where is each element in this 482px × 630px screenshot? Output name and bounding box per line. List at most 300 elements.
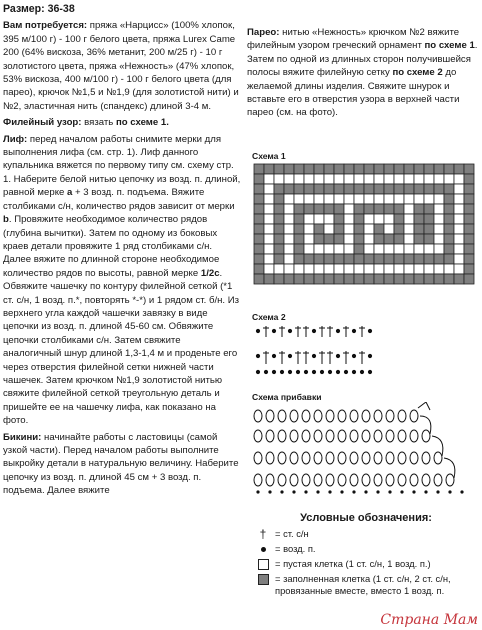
empty-cell: [374, 194, 384, 204]
filled-cell: [304, 254, 314, 264]
filled-cell: [304, 204, 314, 214]
filled-cell: [434, 184, 444, 194]
materials-text: пряжа «Нарцисс» (100% хлопок, 395 м/100 г) - 100 г белого цвета, пряжа Lurex Came 200 (64% вискоза, 36% метанит, 200 м/25 г) - 10 г золотистого цвета, пряжа «Нежность» (47% хлопок, 53% вискоза, 400 м/100 г) - 100 г белого цвета (для парео), крючок №1,5 и №1,9 (для золотистой нити) и №2, эластичная нить (спандекс) длиной 3-4 м.: [3, 20, 239, 112]
filled-cell: [414, 254, 424, 264]
empty-cell: [454, 264, 464, 274]
empty-cell: [264, 184, 274, 194]
filled-cell: [464, 264, 474, 274]
empty-cell: [364, 214, 374, 224]
filled-cell: [274, 244, 284, 254]
empty-cell: [264, 174, 274, 184]
legend-text: = заполненная клетка (1 ст. с/н, 2 ст. с/н, провязанные вместе, вместо 1 возд. п.: [275, 573, 451, 596]
pareo-text-2: . Затем по одной из длинных сторон получившейся полосы вяжите филейную сетку: [247, 40, 478, 79]
filled-cell-icon: [255, 573, 271, 585]
filled-cell: [254, 254, 264, 264]
filled-cell: [444, 184, 454, 194]
filled-cell: [464, 244, 474, 254]
empty-cell: [364, 224, 374, 234]
filled-cell: [254, 174, 264, 184]
empty-cell: [454, 254, 464, 264]
empty-cell: [384, 174, 394, 184]
filled-cell: [414, 164, 424, 174]
empty-cell: [284, 234, 294, 244]
filled-cell: [464, 174, 474, 184]
filled-cell: [414, 204, 424, 214]
filled-cell: [434, 164, 444, 174]
filled-cell: [344, 184, 354, 194]
filled-cell: [274, 204, 284, 214]
filled-cell: [284, 164, 294, 174]
empty-cell: [344, 174, 354, 184]
empty-cell: [324, 264, 334, 274]
empty-cell: [414, 264, 424, 274]
filled-cell: [314, 164, 324, 174]
increase-loops-row-2: [254, 430, 430, 442]
empty-cell: [394, 264, 404, 274]
bodice-text-2: + 3 возд. п. подъема. Вяжите столбиками с/н, количество рядов зависит от мерки: [3, 187, 235, 212]
filled-cell: [394, 224, 404, 234]
empty-cell: [384, 214, 394, 224]
filled-cell: [384, 274, 394, 284]
empty-cell: [284, 224, 294, 234]
empty-cell: [454, 174, 464, 184]
filled-cell: [374, 254, 384, 264]
empty-cell: [364, 244, 374, 254]
filled-cell: [354, 234, 364, 244]
scheme2-title: Схема 2: [252, 312, 286, 322]
scheme2-row-bottom: [256, 351, 371, 364]
filled-cell: [334, 204, 344, 214]
filled-cell: [444, 234, 454, 244]
filled-cell: [374, 224, 384, 234]
increase-loops-row-3: [254, 452, 442, 464]
empty-cell: [284, 204, 294, 214]
filled-cell: [444, 214, 454, 224]
filled-cell: [444, 224, 454, 234]
bikini-paragraph: [3, 431, 241, 498]
empty-cell: [404, 224, 414, 234]
filled-cell: [334, 234, 344, 244]
materials-paragraph: [3, 19, 241, 113]
right-column: [247, 26, 479, 123]
empty-cell: [264, 234, 274, 244]
empty-cell: [364, 174, 374, 184]
empty-cell: [414, 244, 424, 254]
filled-cell: [284, 184, 294, 194]
filled-cell: [404, 254, 414, 264]
filled-cell: [464, 194, 474, 204]
filled-cell: [254, 164, 264, 174]
filled-cell: [444, 274, 454, 284]
empty-cell: [444, 174, 454, 184]
legend: [255, 512, 477, 600]
empty-cell: [424, 264, 434, 274]
filled-cell: [274, 234, 284, 244]
legend-text: = возд. п.: [275, 543, 316, 554]
legend-item-chain: [255, 543, 477, 555]
empty-cell: [304, 264, 314, 274]
empty-cell: [424, 244, 434, 254]
empty-cell: [324, 224, 334, 234]
legend-text: = пустая клетка (1 ст. с/н, 1 возд. п.): [275, 558, 431, 569]
bodice-paragraph: [3, 133, 241, 428]
empty-cell: [374, 244, 384, 254]
filled-cell: [394, 254, 404, 264]
filled-cell: [394, 184, 404, 194]
empty-cell: [284, 264, 294, 274]
scheme1-title: Схема 1: [252, 151, 286, 161]
empty-cell: [384, 194, 394, 204]
scheme2-row-top: [256, 326, 371, 337]
empty-cell: [364, 264, 374, 274]
empty-cell: [304, 244, 314, 254]
filled-cell: [404, 184, 414, 194]
filled-cell: [434, 254, 444, 264]
pareo-paragraph: [247, 26, 479, 120]
filled-cell: [354, 164, 364, 174]
pareo-bold-1: по схеме 1: [424, 40, 475, 52]
filled-cell: [324, 274, 334, 284]
filled-cell: [354, 274, 364, 284]
empty-cell: [454, 204, 464, 214]
filled-cell: [304, 164, 314, 174]
empty-cell: [384, 264, 394, 274]
filled-cell: [274, 274, 284, 284]
empty-cell: [334, 264, 344, 274]
empty-cell: [264, 214, 274, 224]
filled-cell: [394, 164, 404, 174]
legend-text: = ст. с/н: [275, 528, 309, 539]
legend-item-empty-cell: [255, 558, 477, 570]
filled-cell: [314, 184, 324, 194]
empty-cell: [314, 174, 324, 184]
filled-cell: [274, 214, 284, 224]
filled-cell: [414, 274, 424, 284]
empty-cell: [394, 244, 404, 254]
increase-scheme-diagram: [250, 402, 478, 498]
filled-cell: [424, 274, 434, 284]
filled-cell: [454, 164, 464, 174]
empty-cell: [384, 244, 394, 254]
filled-cell: [394, 214, 404, 224]
legend-item-double-crochet: [255, 528, 477, 540]
empty-cell: [304, 174, 314, 184]
empty-cell: [314, 194, 324, 204]
empty-cell: [314, 264, 324, 274]
empty-cell: [404, 244, 414, 254]
filled-cell: [254, 214, 264, 224]
filled-cell: [384, 234, 394, 244]
empty-cell-icon: [255, 558, 271, 570]
empty-cell: [364, 194, 374, 204]
filled-cell: [294, 244, 304, 254]
filled-cell: [424, 234, 434, 244]
filled-cell: [464, 184, 474, 194]
empty-cell: [344, 224, 354, 234]
empty-cell: [264, 244, 274, 254]
filled-cell: [354, 204, 364, 214]
size-heading: Размер: 36-38: [3, 3, 75, 15]
empty-cell: [294, 264, 304, 274]
empty-cell: [314, 244, 324, 254]
increase-loops-row-1: [254, 410, 418, 422]
filled-cell: [294, 164, 304, 174]
empty-cell: [294, 194, 304, 204]
filled-cell: [464, 234, 474, 244]
empty-cell: [354, 264, 364, 274]
empty-cell: [264, 194, 274, 204]
filled-cell: [334, 214, 344, 224]
pareo-bold-2: по схеме 2: [392, 67, 443, 79]
filled-cell: [334, 224, 344, 234]
filled-cell: [254, 244, 264, 254]
filled-cell: [254, 224, 264, 234]
empty-cell: [404, 204, 414, 214]
empty-cell: [404, 264, 414, 274]
empty-cell: [344, 264, 354, 274]
empty-cell: [434, 264, 444, 274]
filled-cell: [444, 194, 454, 204]
empty-cell: [324, 194, 334, 204]
filled-cell: [264, 274, 274, 284]
filled-cell: [294, 274, 304, 284]
pareo-text-1: нитью «Нежность» крючком №2 вяжите филейным узором греческий орнамент: [247, 27, 460, 52]
filled-cell: [424, 184, 434, 194]
empty-cell: [374, 174, 384, 184]
empty-cell: [354, 174, 364, 184]
filled-cell: [254, 274, 264, 284]
empty-cell: [434, 204, 444, 214]
filled-cell: [384, 164, 394, 174]
chain-dot-icon: [255, 543, 271, 555]
filled-cell: [314, 224, 324, 234]
filled-cell: [314, 204, 324, 214]
empty-cell: [344, 204, 354, 214]
empty-cell: [284, 244, 294, 254]
empty-cell: [454, 214, 464, 224]
filled-cell: [384, 184, 394, 194]
empty-cell: [404, 214, 414, 224]
filled-cell: [324, 164, 334, 174]
empty-cell: [454, 224, 464, 234]
empty-cell: [344, 244, 354, 254]
watermark-logo: Страна Мам: [380, 611, 478, 628]
empty-cell: [414, 194, 424, 204]
filled-cell: [394, 234, 404, 244]
filled-cell: [334, 274, 344, 284]
empty-cell: [284, 174, 294, 184]
filled-cell: [264, 164, 274, 174]
filled-cell: [374, 234, 384, 244]
filet-label: Филейный узор:: [3, 117, 82, 129]
increase-base-dots: [256, 490, 463, 493]
empty-cell: [454, 194, 464, 204]
empty-cell: [284, 194, 294, 204]
filled-cell: [424, 254, 434, 264]
filled-cell: [424, 224, 434, 234]
filled-cell: [354, 214, 364, 224]
filled-cell: [364, 254, 374, 264]
filled-cell: [464, 274, 474, 284]
bodice-a: a: [67, 187, 73, 199]
empty-cell: [344, 234, 354, 244]
filled-cell: [334, 254, 344, 264]
filled-cell: [274, 194, 284, 204]
filled-cell: [274, 254, 284, 264]
bodice-text-4: . Обвяжите чашечку по контуру филейной сеткой (*1 ст. с/н, 1 возд. п.*, повторять *-*) и 1 рядом ст. б/н. Из верхнего угла каждой чашечки завязку в виде цепочки из возд. п. длиной 45-60 см. Обвяжите цепочки столбиками с/н. Затем свяжите аналогичный шнур длиной 1,3-1,4 м и проденьте его через отверстия филейной сетки нижней части чашечек. Затем крючком №1,9 золотистой нитью свяжите филейной сеткой треугольную деталь и пришейте ее на чашечку лифа, как показано на фото.: [3, 267, 240, 427]
empty-cell: [334, 244, 344, 254]
filled-cell: [314, 274, 324, 284]
empty-cell: [364, 234, 374, 244]
filled-cell: [294, 204, 304, 214]
filet-bold: по схеме 1.: [115, 117, 169, 129]
scheme2-base-dots: [256, 370, 371, 373]
empty-cell: [414, 174, 424, 184]
filled-cell: [324, 184, 334, 194]
empty-cell: [324, 214, 334, 224]
legend-title: Условные обозначения:: [300, 512, 432, 524]
filled-cell: [294, 224, 304, 234]
filled-cell: [364, 274, 374, 284]
filled-cell: [464, 204, 474, 214]
left-column: [3, 3, 241, 501]
empty-cell: [304, 234, 314, 244]
empty-cell: [304, 224, 314, 234]
filled-cell: [304, 274, 314, 284]
empty-cell: [264, 254, 274, 264]
filet-paragraph: [3, 116, 241, 129]
scheme1-grid: [252, 162, 476, 298]
filled-cell: [444, 244, 454, 254]
filled-cell: [324, 234, 334, 244]
filled-cell: [354, 224, 364, 234]
filled-cell: [254, 184, 264, 194]
filled-cell: [344, 254, 354, 264]
empty-cell: [334, 174, 344, 184]
filled-cell: [464, 214, 474, 224]
empty-cell: [434, 244, 444, 254]
filled-cell: [394, 204, 404, 214]
filled-cell: [404, 274, 414, 284]
filled-cell: [394, 274, 404, 284]
filled-cell: [424, 164, 434, 174]
empty-cell: [434, 234, 444, 244]
filled-cell: [344, 274, 354, 284]
bikini-label: Бикини:: [3, 431, 42, 443]
filled-cell: [414, 214, 424, 224]
bodice-b: b: [3, 214, 9, 226]
empty-cell: [314, 214, 324, 224]
empty-cell: [264, 204, 274, 214]
filled-cell: [274, 164, 284, 174]
filled-cell: [384, 204, 394, 214]
filled-cell: [304, 184, 314, 194]
filled-cell: [364, 204, 374, 214]
empty-cell: [324, 174, 334, 184]
filled-cell: [464, 164, 474, 174]
filled-cell: [274, 224, 284, 234]
filled-cell: [254, 204, 264, 214]
filled-cell: [414, 184, 424, 194]
legend-item-filled-cell: [255, 573, 477, 597]
filled-cell: [464, 254, 474, 264]
empty-cell: [404, 194, 414, 204]
filled-cell: [274, 184, 284, 194]
filled-cell: [434, 274, 444, 284]
filled-cell: [354, 184, 364, 194]
filled-cell: [324, 204, 334, 214]
empty-cell: [454, 244, 464, 254]
empty-cell: [304, 194, 314, 204]
filled-cell: [404, 164, 414, 174]
filled-cell: [374, 184, 384, 194]
filled-cell: [344, 164, 354, 174]
empty-cell: [394, 194, 404, 204]
empty-cell: [454, 184, 464, 194]
filled-cell: [294, 184, 304, 194]
empty-cell: [404, 234, 414, 244]
bodice-label: Лиф:: [3, 133, 28, 145]
empty-cell: [444, 264, 454, 274]
filled-cell: [444, 204, 454, 214]
empty-cell: [424, 174, 434, 184]
filled-cell: [374, 204, 384, 214]
empty-cell: [424, 194, 434, 204]
empty-cell: [434, 174, 444, 184]
bikini-text: начинайте работы с ластовицы (самой узкой части). Перед началом работы выполните выкройку детали в натуральную величину. Наберите цепочку из возд. п. длиной 45 см + 3 возд. п. подъема. Далее вяжите: [3, 431, 239, 497]
filled-cell: [374, 274, 384, 284]
bodice-c: 1/2c: [200, 267, 220, 279]
filled-cell: [374, 164, 384, 174]
pareo-label: Парео:: [247, 27, 280, 38]
empty-cell: [274, 264, 284, 274]
filled-cell: [454, 274, 464, 284]
empty-cell: [434, 194, 444, 204]
empty-cell: [264, 264, 274, 274]
filet-mid: вязать: [81, 117, 116, 129]
empty-cell: [434, 214, 444, 224]
filled-cell: [314, 254, 324, 264]
filled-cell: [424, 214, 434, 224]
empty-cell: [264, 224, 274, 234]
filled-cell: [294, 254, 304, 264]
filled-cell: [294, 234, 304, 244]
increase-scheme-title: Схема прибавки: [252, 392, 322, 402]
empty-cell: [404, 174, 414, 184]
empty-cell: [394, 174, 404, 184]
filled-cell: [464, 224, 474, 234]
filled-cell: [284, 274, 294, 284]
empty-cell: [374, 214, 384, 224]
filled-cell: [294, 214, 304, 224]
filled-cell: [354, 244, 364, 254]
filled-cell: [384, 254, 394, 264]
empty-cell: [284, 214, 294, 224]
filled-cell: [254, 264, 264, 274]
empty-cell: [304, 214, 314, 224]
empty-cell: [344, 194, 354, 204]
filled-cell: [364, 164, 374, 174]
empty-cell: [284, 254, 294, 264]
filled-cell: [364, 184, 374, 194]
filled-cell: [254, 234, 264, 244]
empty-cell: [354, 194, 364, 204]
pareo-text-3: до желаемой длины изделия. Свяжите шнурок и вставьте его в отверстия узора в верхней части парео (см. на фото).: [247, 67, 460, 119]
empty-cell: [454, 234, 464, 244]
empty-cell: [384, 224, 394, 234]
bodice-text-3: . Провяжите необходимое количество рядов (глубина вычитки). Затем по одному из боковых краев детали провяжите 1 ряд столбиками с/н. Далее вяжите по длинной стороне необходимое количество рядов по высоты, равной мерке: [3, 214, 220, 279]
filled-cell: [314, 234, 324, 244]
